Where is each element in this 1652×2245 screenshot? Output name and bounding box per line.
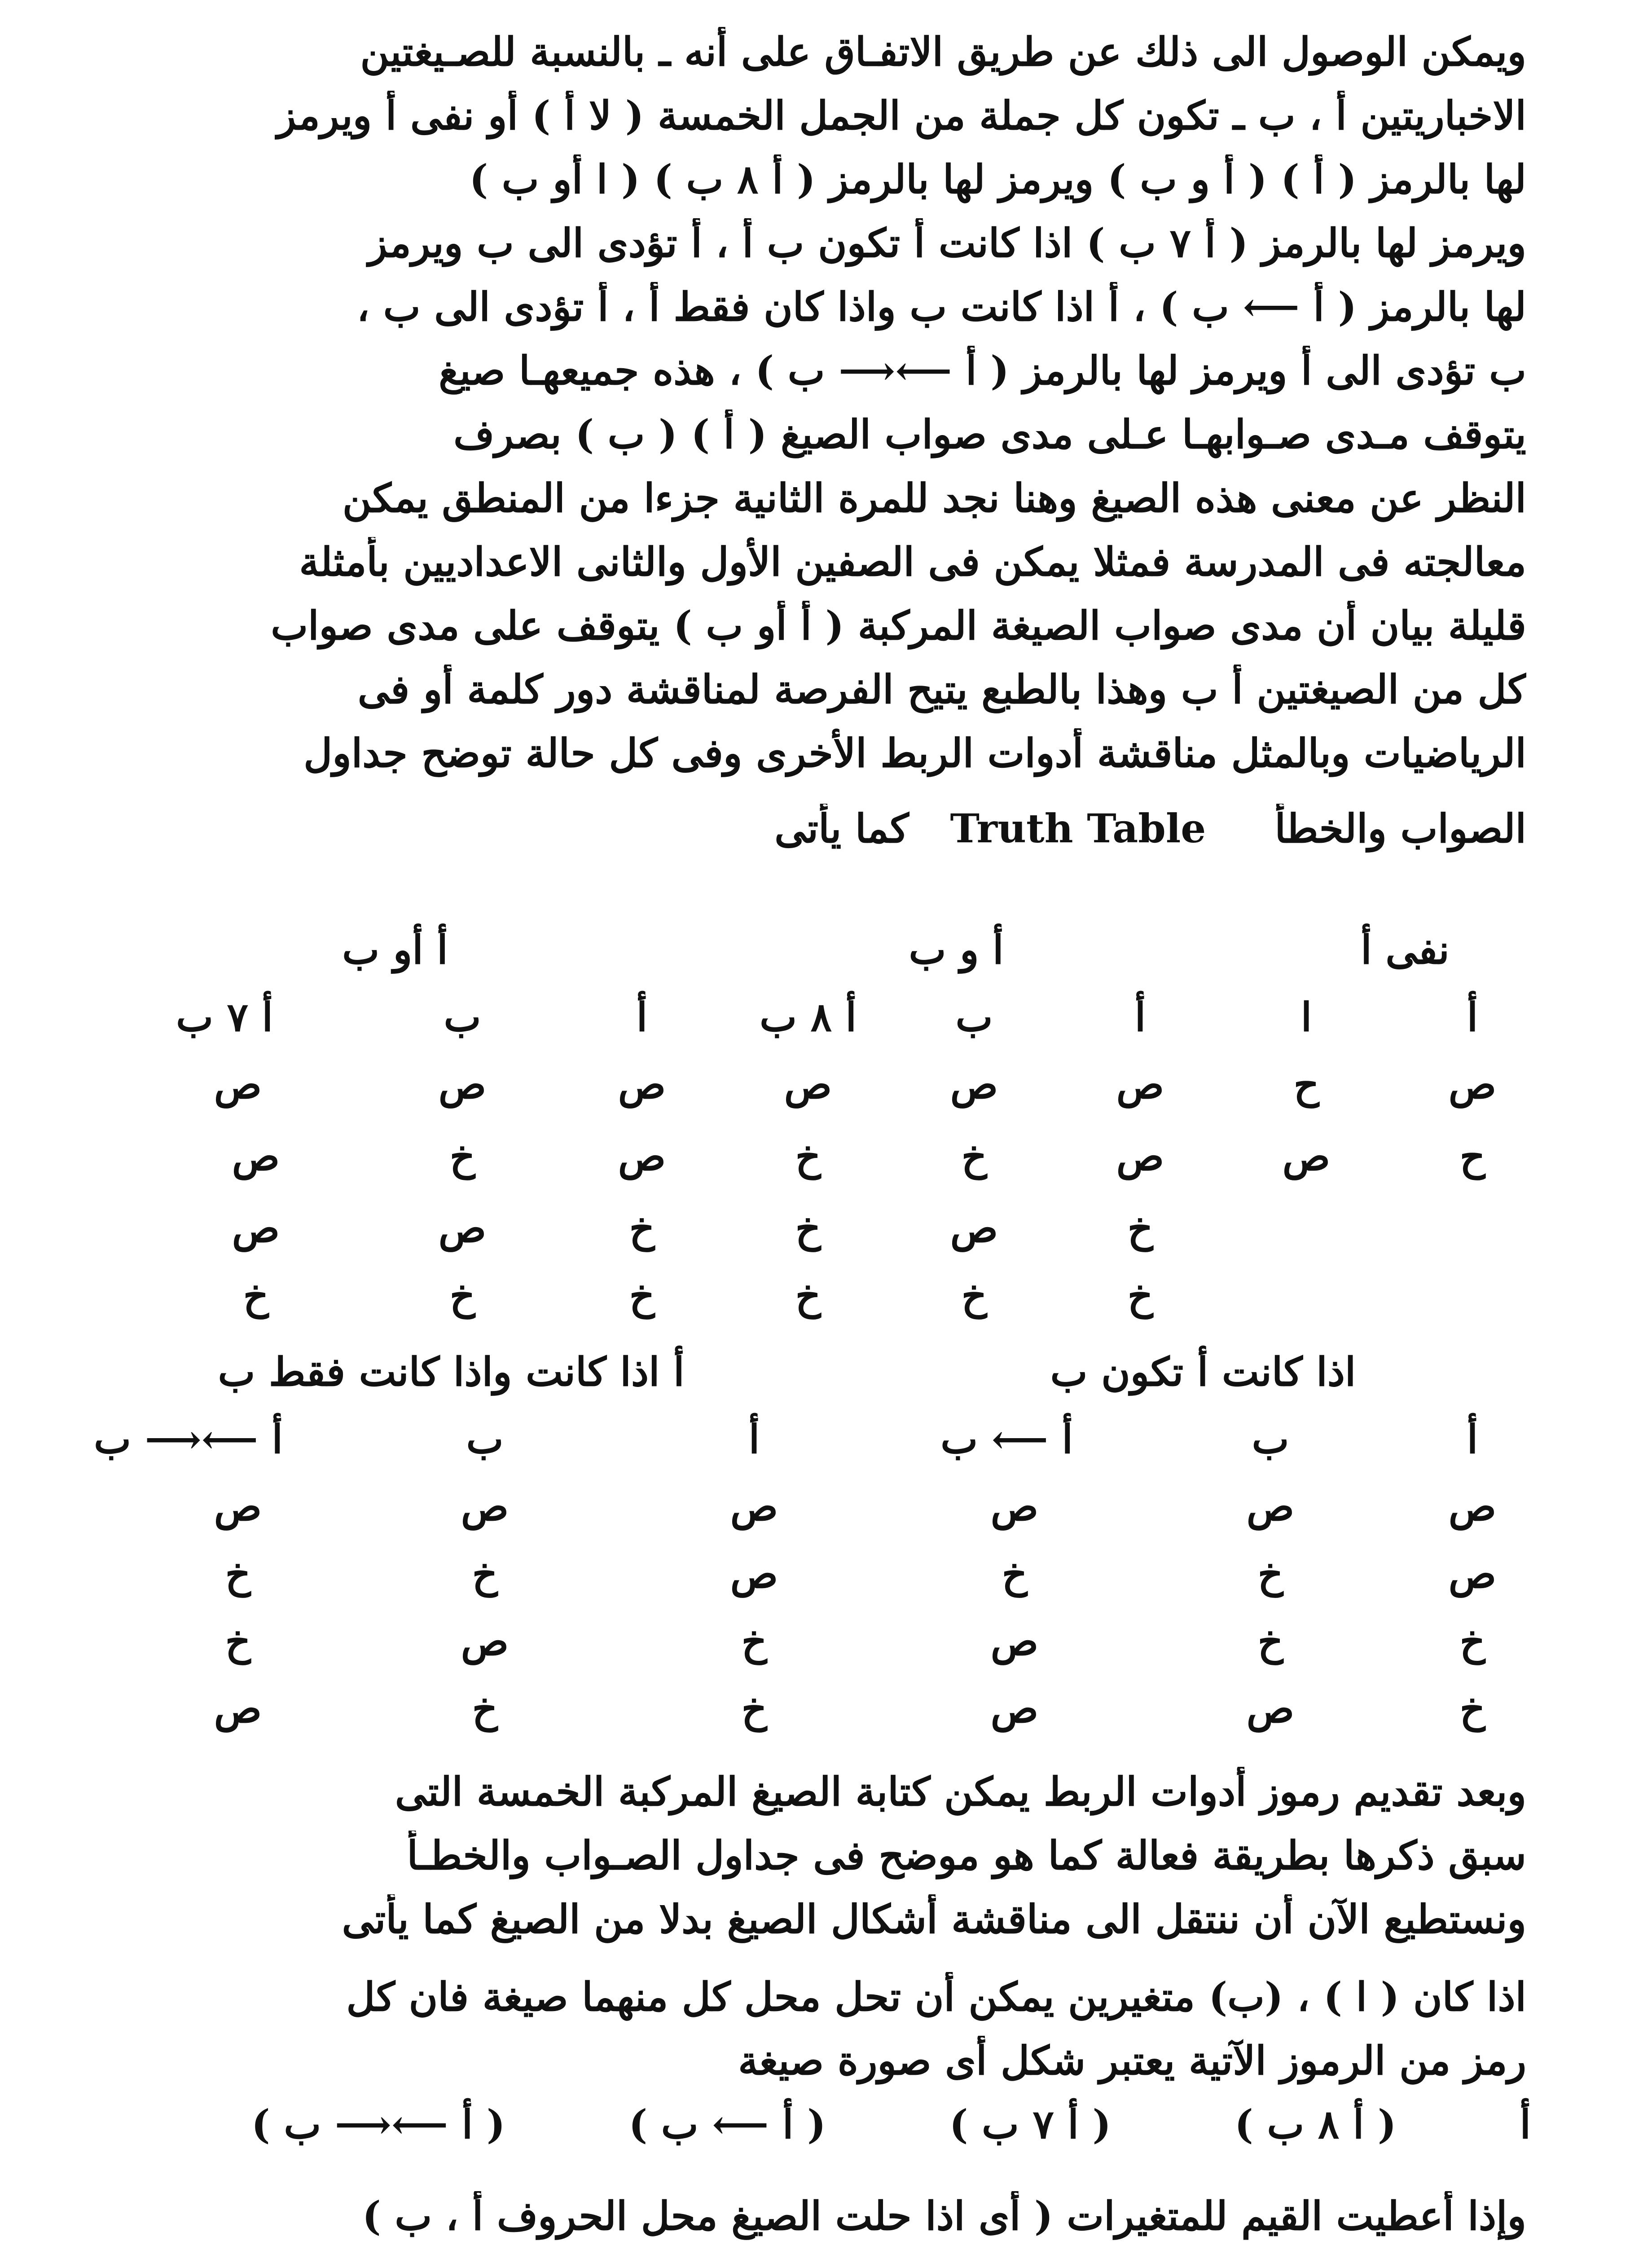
table1-cell: ص	[232, 1205, 280, 1251]
table2-cell: ص	[214, 1483, 262, 1530]
table2-cell: ص	[1448, 1550, 1497, 1597]
table2-col-header: أ ⟵⟶ ب	[94, 1416, 283, 1462]
table1-cell: ص	[1282, 1133, 1331, 1180]
table1-cell: ص	[618, 1133, 666, 1180]
table2-col-header: أ	[748, 1416, 760, 1462]
text-line: يتوقف مـدى صـوابهـا عـلى مدى صواب الصيغ ( أ ) ( ب ) بصرف	[453, 411, 1526, 458]
truth-table-end: كما يأتى	[774, 805, 909, 852]
table2-cell: ص	[990, 1483, 1039, 1530]
table1-cell: ص	[1116, 1061, 1164, 1108]
text-line: ونستطيع الآن أن ننتقل الى مناقشة أشكال الصيغ بدلا من الصيغ كما يأتى	[342, 1896, 1526, 1942]
table1-cell: ص	[1116, 1133, 1164, 1180]
table1-cell: خ	[243, 1272, 269, 1319]
formula: أ	[1520, 2101, 1531, 2148]
text-line: اذا كان ( ا ) ، (ب) متغيرين يمكن أن تحل محل كل منهما صيغة فان كل	[346, 1973, 1526, 2020]
text-line: سبق ذكرها بطريقة فعالة كما هو موضح فى جداول الصـواب والخطـأ	[407, 1832, 1526, 1879]
table1-col-header: أ	[636, 994, 648, 1040]
table2-cell: ص	[214, 1685, 262, 1732]
table2-cell: ص	[1448, 1483, 1497, 1530]
table2-cell: ص	[730, 1550, 778, 1597]
truth-table-english: Truth Table	[950, 805, 1206, 852]
table2-col-header: أ ⟵ ب	[940, 1416, 1073, 1462]
table2-cell: ص	[461, 1483, 509, 1530]
formula: ( أ ٧ ب )	[949, 2101, 1112, 2148]
table1-col-header: أ ٧ ب	[176, 994, 273, 1040]
table1-cell: ص	[950, 1205, 998, 1251]
text-line: رمز من الرموز الآتية يعتبر شكل أى صورة صيغة	[738, 2037, 1526, 2084]
table2-cell: خ	[472, 1685, 498, 1732]
table1-cell: خ	[961, 1133, 987, 1180]
text-line: وبعد تقديم رموز أدوات الربط يمكن كتابة الصيغ المركبة الخمسة التى	[395, 1768, 1526, 1815]
table1-cell: ص	[438, 1205, 487, 1251]
table2-cell: خ	[741, 1618, 767, 1664]
table1-cell: خ	[449, 1272, 475, 1319]
table2-cell: ص	[990, 1685, 1039, 1732]
table2-header-implies: اذا كانت أ تكون ب	[1050, 1348, 1356, 1395]
text-line: ويرمز لها بالرمز ( أ ٧ ب ) اذا كانت أ تكون ب أ ، أ تؤدى الى ب ويرمز	[368, 220, 1526, 266]
table1-col-header: أ	[1134, 994, 1146, 1040]
table2-cell: خ	[1257, 1618, 1283, 1664]
text-line: النظر عن معنى هذه الصيغ وهنا نجد للمرة الثانية جزءا من المنطق يمكن	[342, 475, 1526, 521]
table1-cell: ص	[784, 1061, 832, 1108]
table2-cell: خ	[741, 1685, 767, 1732]
table1-cell: ص	[232, 1133, 280, 1180]
table1-col-header: ب	[955, 994, 993, 1040]
table2-col-header: أ	[1467, 1416, 1478, 1462]
table1-cell: ص	[618, 1061, 666, 1108]
table2-col-header: ب	[466, 1416, 504, 1462]
formula-row	[251, 2100, 1531, 2149]
text-line: ب تؤدى الى أ ويرمز لها بالرمز ( أ ⟵⟶ ب ) ، هذه جميعهـا صيغ	[439, 347, 1526, 394]
table1-header-a-or-b: أ أو ب	[342, 926, 448, 973]
table2-cell: ص	[1246, 1483, 1295, 1530]
text-line	[121, 804, 1526, 853]
table2-cell: خ	[1459, 1618, 1485, 1664]
table1-cell: خ	[629, 1272, 655, 1319]
formula: ( أ ٨ ب )	[1235, 2101, 1397, 2148]
table1-cell: خ	[795, 1272, 821, 1319]
table2-cell: ص	[461, 1618, 509, 1664]
table2-cell: ص	[990, 1618, 1039, 1664]
truth-table-arabic: الصواب والخطأ	[1274, 805, 1526, 852]
table2-cell: خ	[1002, 1550, 1028, 1597]
text-line: معالجته فى المدرسة فمثلا يمكن فى الصفين الأول والثانى الاعداديين بأمثلة	[299, 538, 1526, 585]
table2-header-iff: أ اذا كانت واذا كانت فقط ب	[218, 1348, 685, 1395]
table1-cell: خ	[1127, 1272, 1153, 1319]
table1-col-header: أ	[1467, 994, 1478, 1040]
table1-cell: ح	[1459, 1133, 1485, 1180]
table2-cell: خ	[472, 1550, 498, 1597]
table2-cell: خ	[1257, 1550, 1283, 1597]
text-line: لها بالرمز ( أ ⟵ ب ) ، أ اذا كانت ب واذا كان فقط أ ، أ تؤدى الى ب ،	[356, 283, 1526, 330]
text-line: لها بالرمز ( أ ) ( أ و ب ) ويرمز لها بالرمز ( أ ٨ ب ) ( ا أو ب )	[469, 156, 1526, 202]
table2-cell: خ	[1459, 1685, 1485, 1732]
table1-cell: خ	[795, 1133, 821, 1180]
text-line: وإذا أعطيت القيم للمتغيرات ( أى اذا حلت الصيغ محل الحروف أ ، ب )	[362, 2192, 1526, 2239]
table1-cell: خ	[961, 1272, 987, 1319]
table1-header-a-and-b: أ و ب	[909, 926, 1004, 973]
table1-header-not-a: نفى أ	[1361, 926, 1450, 973]
text-line: الرياضيات وبالمثل مناقشة أدوات الربط الأخرى وفى كل حالة توضح جداول	[303, 730, 1526, 776]
table2-col-header: ب	[1252, 1416, 1289, 1462]
table1-cell: خ	[629, 1205, 655, 1251]
table1-cell: خ	[795, 1205, 821, 1251]
table1-cell: ح	[1293, 1061, 1319, 1108]
table2-cell: خ	[225, 1618, 251, 1664]
text-line: الاخباريتين أ ، ب ـ تكون كل جملة من الجمل الخمسة ( لا أ ) أو نفى أ ويرمز	[277, 92, 1526, 139]
table2-cell: ص	[730, 1483, 778, 1530]
text-line: قليلة بيان أن مدى صواب الصيغة المركبة ( أ أو ب ) يتوقف على مدى صواب	[271, 602, 1526, 649]
text-line: كل من الصيغتين أ ب وهذا بالطبع يتيح الفرصة لمناقشة دور كلمة أو فى	[357, 666, 1526, 713]
table1-col-header: ب	[444, 994, 481, 1040]
table1-cell: ص	[1448, 1061, 1497, 1108]
table1-cell: ص	[214, 1061, 262, 1108]
formula: ( أ ⟵ ب )	[628, 2101, 826, 2148]
text-line: ويمكن الوصول الى ذلك عن طريق الاتفـاق على أنه ـ بالنسبة للصـيغتين	[360, 28, 1526, 75]
table1-cell: ص	[438, 1061, 487, 1108]
table1-cell: خ	[449, 1133, 475, 1180]
table1-col-header: أ ٨ ب	[760, 994, 857, 1040]
table1-cell: ص	[950, 1061, 998, 1108]
table2-cell: خ	[225, 1550, 251, 1597]
table2-cell: ص	[1246, 1685, 1295, 1732]
table1-col-header: ا	[1301, 994, 1312, 1040]
formula: ( أ ⟵⟶ ب )	[251, 2101, 505, 2148]
table1-cell: خ	[1127, 1205, 1153, 1251]
